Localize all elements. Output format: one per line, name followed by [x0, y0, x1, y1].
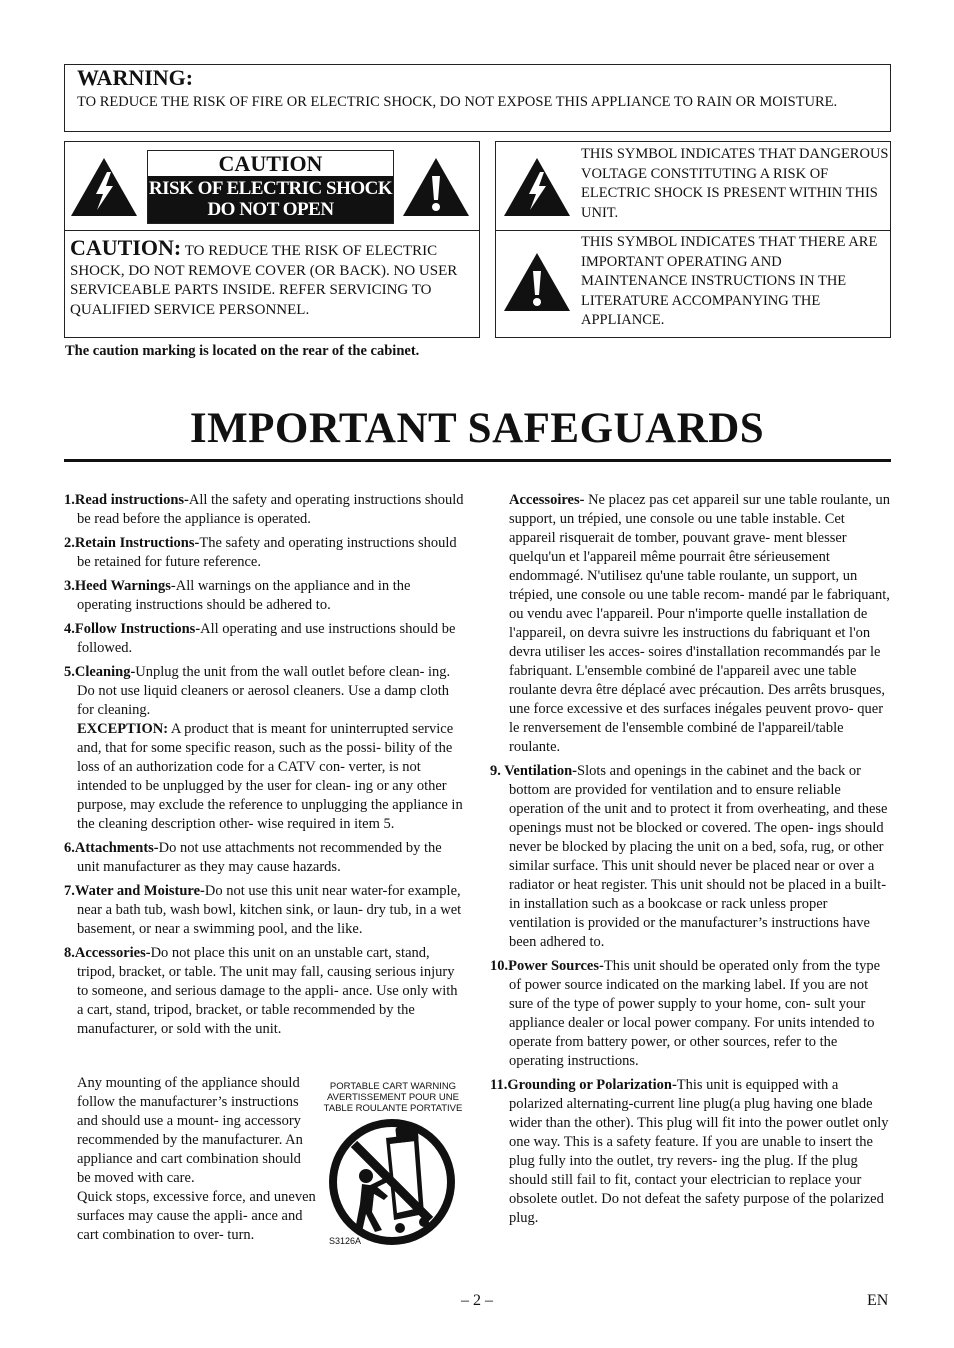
- safeguard-item: 11.Grounding or Polarization-This unit is equipped with a polarized alternating-current line plug(a plug having one blade wider than the other). This plug will fit into the power outlet only one way. This is a safety feature. If you are unable to insert the plug fully into the outlet, try revers- ing the plug. If the plug should still fail to fit, contact your electrician to replace your obsolete outlet. Do not defeat the safety purpose of the polarized plug.: [490, 1077, 889, 1226]
- cart-caption-line2: AVERTISSEMENT POUR UNE: [327, 1092, 459, 1103]
- caution-box: [64, 141, 480, 338]
- lightning-warning-icon: [69, 156, 139, 218]
- safeguard-item: 8.Accessories-Do not place this unit on an unstable cart, stand, tripod, bracket, or table. The unit may fall, causing serious injury to someone, and serious damage to the appli- ance. Use only with a cart, stand, tripod, bracket, or table recommended by the manufacturer, or sold with the unit.: [64, 945, 458, 1037]
- caution-label-line1: RISK OF ELECTRIC SHOCK: [148, 178, 393, 199]
- left-column: [64, 491, 464, 1044]
- cart-caption-line1: PORTABLE CART WARNING: [329, 1081, 457, 1092]
- accessoires-fr: Accessoires- Ne placez pas cet appareil sur une table roulante, un support, un trépied, une console ou une table instable. Cet appareil risquerait de tomber, pouvant grave- ment blesser quelqu'un et l'appareil même pourrait être sérieusement endommagé. N'utilisez qu'une table roulante, un support, un trépied, une console ou une table recom- mandé par le fabriquant, ou vendu avec l'appareil. Pour n'importe quelle installation de l'appareil, on devra suivre les instructions du fabriquant et l'on devra utiliser les acces- soires d'installation recommandés par le fabriquant. L'ensemble combiné de l'appareil avec une table roulante devra être déplacé avec précaution. Des arrêts brusques, une force excessive et des surfaces inégales peuvent provo- quer le renversement de l'ensemble combiné de l'appareil/table roulante.: [509, 492, 891, 755]
- tipping-cart-icon: [326, 1116, 458, 1248]
- cart-code: S3126A: [329, 1236, 362, 1246]
- right-column: [490, 491, 890, 1233]
- symbols-divider: [496, 230, 890, 231]
- quickstops-text: Quick stops, excessive force, and uneven surfaces may cause the appli- ance and cart combination to over- turn.: [77, 1189, 316, 1243]
- caution-body: [70, 235, 478, 320]
- exception-note: EXCEPTION: A product that is meant for uninterrupted service and, that for some specific reason, such as the possi- bility of the loss of an authorization code for a CATV con- verter, is not intended to be unplugged by the user for clean- ing or any other purpose, may exclude the reference to unplugging the appliance in the cleaning description other- wise required in item 5.: [77, 721, 463, 832]
- safeguard-item: 2.Retain Instructions-The safety and operating instructions should be retained for future reference.: [64, 535, 457, 570]
- safeguard-item: 9. Ventilation-Slots and openings in the cabinet and the back or bottom are provided for ventilation and to ensure reliable operation of the unit and to protect it from overheating, and these openings must not be blocked or covered. The open- ings should never be blocked by placing the unit on a bed, sofa, rug, or other similar surface. This unit should never be placed near or over a radiator or heat register. This unit should not be placed in a built-in installation such as a bookcase or rack unless proper ventilation is provided or the manufacturer’s instructions have been adhered to.: [490, 763, 888, 950]
- voltage-symbol-text: THIS SYMBOL INDICATES THAT DANGEROUS VOLTAGE CONSTITUTING A RISK OF ELECTRIC SHOCK IS PRESENT WITHIN THIS UNIT.: [581, 146, 889, 221]
- caution-label: [147, 150, 394, 224]
- cart-warning-caption: [318, 1081, 468, 1114]
- language-code: EN: [867, 1292, 889, 1309]
- caution-label-top: CAUTION: [148, 151, 393, 176]
- mounting-text-block: [77, 1074, 317, 1245]
- safeguard-item: 7.Water and Moisture-Do not use this unit near water-for example, near a bath tub, wash bowl, kitchen sink, or laun- dry tub, in a wet basement, or near a swimming pool, and the like.: [64, 883, 462, 937]
- page-number: – 2 –: [461, 1292, 493, 1309]
- exclamation-symbol-icon: [502, 251, 572, 313]
- safeguard-item: 6.Attachments-Do not use attachments not recommended by the unit manufacturer as they may cause hazards.: [64, 840, 442, 875]
- symbols-box: [495, 141, 891, 338]
- caution-body-heading: CAUTION:: [70, 235, 182, 260]
- safeguard-item: 4.Follow Instructions-All operating and use instructions should be followed.: [64, 621, 456, 656]
- safeguard-item: 1.Read instructions-All the safety and operating instructions should be read before the appliance is operated.: [64, 492, 464, 527]
- caution-note: The caution marking is located on the rear of the cabinet.: [65, 343, 420, 359]
- warning-title: WARNING:: [77, 65, 194, 90]
- caution-divider: [65, 230, 479, 231]
- warning-box: [64, 64, 891, 132]
- safeguard-item: 3.Heed Warnings-All warnings on the appliance and in the operating instructions should be adhered to.: [64, 578, 411, 613]
- exclamation-warning-icon: [401, 156, 471, 218]
- safeguard-item: 5.Cleaning-Unplug the unit from the wall outlet before clean- ing. Do not use liquid cleaners or aerosol cleaners. Use a damp cloth for cleaning.: [64, 664, 451, 718]
- page-title: IMPORTANT SAFEGUARDS: [189, 405, 765, 452]
- caution-body-text: TO REDUCE THE RISK OF ELECTRIC SHOCK, DO NOT REMOVE COVER (OR BACK). NO USER SERVICEABLE PARTS INSIDE. REFER SERVICING TO QUALIFIED SERVICE PERSONNEL.: [70, 243, 458, 318]
- cart-caption-line3: TABLE ROULANTE PORTATIVE: [323, 1103, 463, 1114]
- instructions-symbol-text: THIS SYMBOL INDICATES THAT THERE ARE IMPORTANT OPERATING AND MAINTENANCE INSTRUCTIONS IN THE LITERATURE ACCOMPANYING THE APPLIANCE.: [581, 234, 878, 328]
- safeguard-item: 10.Power Sources-This unit should be operated only from the type of power source indicated on the marking label. If you are not sure of the type of power supply to your home, con- sult your appliance dealer or local power company. For units intended to operate from battery power, or other sources, refer to the operating instructions.: [490, 958, 881, 1069]
- warning-text: TO REDUCE THE RISK OF FIRE OR ELECTRIC SHOCK, DO NOT EXPOSE THIS APPLIANCE TO RAIN OR MOISTURE.: [77, 94, 838, 110]
- title-rule: [64, 459, 891, 462]
- caution-label-line2: DO NOT OPEN: [207, 199, 334, 220]
- mounting-text: Any mounting of the appliance should follow the manufacturer’s instructions and should use a mount- ing accessory recommended by the manufacturer. An appliance and cart combination should be moved with care.: [77, 1075, 303, 1186]
- caution-label-bottom: [148, 176, 393, 223]
- lightning-symbol-icon: [502, 156, 572, 218]
